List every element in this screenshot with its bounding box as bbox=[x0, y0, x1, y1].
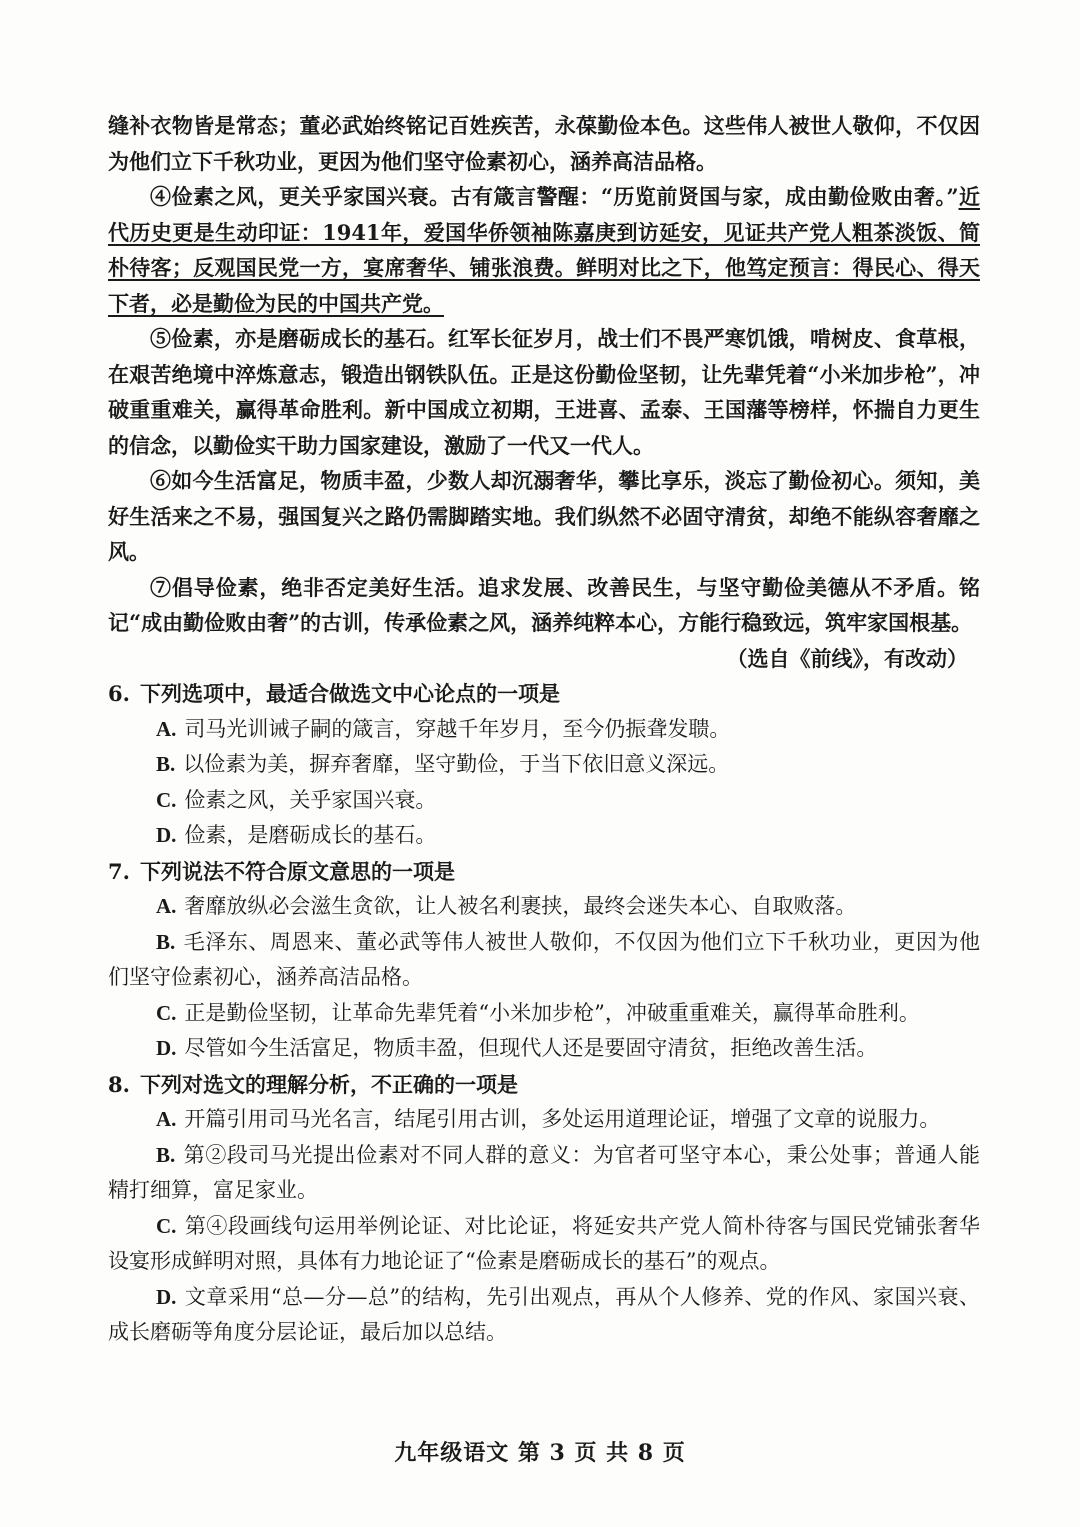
question-text: 下列对选文的理解分析，不正确的一项是 bbox=[140, 1071, 518, 1097]
option-letter: A. bbox=[156, 894, 177, 918]
question-8-option-a bbox=[108, 1102, 980, 1138]
paragraph-4-lead: ④俭素之风，更关乎家国兴衰。古有箴言警醒：“历览前贤国与家，成由勤俭败由奢。” bbox=[150, 184, 959, 209]
question-8-stem bbox=[108, 1067, 980, 1103]
passage-paragraph-7: ⑦倡导俭素，绝非否定美好生活。追求发展、改善民生，与坚守勤俭美德从不矛盾。铭记“成由勤俭败由奢”的古训，传承俭素之风，涵养纯粹本心，方能行稳致远，筑牢家国根基。 bbox=[108, 574, 980, 635]
option-letter: C. bbox=[156, 1213, 177, 1238]
page-footer: 九年级语文 第 3 页 共 8 页 bbox=[394, 1440, 686, 1466]
question-7-stem bbox=[108, 854, 980, 890]
option-letter: B. bbox=[156, 929, 176, 954]
question-6-stem bbox=[108, 676, 980, 712]
option-letter: C. bbox=[156, 787, 177, 812]
option-text: 俭素之风，关乎家国兴衰。 bbox=[184, 787, 437, 812]
option-text: 第④段画线句运用举例论证、对比论证，将延安共产党人简朴待客与国民党铺张奢华设宴形成鲜明对照，具体有力地论证了“俭素是磨砺成长的基石”的观点。 bbox=[108, 1213, 980, 1273]
option-text: 第②段司马光提出俭素对不同人群的意义：为官者可坚守本心，秉公处事；普通人能精打细算，富足家业。 bbox=[108, 1142, 980, 1202]
question-6-option-d bbox=[108, 818, 980, 854]
question-number: 7. bbox=[108, 858, 130, 884]
option-letter: B. bbox=[156, 1142, 176, 1167]
option-letter: D. bbox=[156, 823, 177, 847]
question-8-option-d bbox=[108, 1280, 980, 1351]
passage-paragraph-6: ⑥如今生活富足，物质丰盈，少数人却沉溺奢华，攀比享乐，淡忘了勤俭初心。须知，美好生活来之不易，强国复兴之路仍需脚踏实地。我们纵然不必固守清贫，却绝不能纵容奢靡之风。 bbox=[108, 468, 980, 564]
option-text: 奢靡放纵必会滋生贪欲，让人被名利裹挟，最终会迷失本心、自取败落。 bbox=[184, 894, 857, 918]
passage-paragraph-3-tail: 缝补衣物皆是常态；董必武始终铭记百姓疾苦，永葆勤俭本色。这些伟人被世人敬仰，不仅因为他们立下千秋功业，更因为他们坚守俭素初心，涵养高洁品格。 bbox=[108, 113, 980, 174]
option-text: 毛泽东、周恩来、董必武等伟人被世人敬仰，不仅因为他们立下千秋功业，更因为他们坚守俭素初心，涵养高洁品格。 bbox=[108, 929, 980, 989]
question-7-option-c bbox=[108, 996, 980, 1032]
option-text: 正是勤俭坚韧，让革命先辈凭着“小米加步枪”，冲破重重难关，赢得革命胜利。 bbox=[184, 1000, 920, 1025]
question-7-option-d bbox=[108, 1031, 980, 1067]
option-letter: A. bbox=[156, 716, 177, 741]
option-text: 文章采用“总—分—总”的结构，先引出观点，再从个人修养、党的作风、家国兴衰、成长磨砺等角度分层论证，最后加以总结。 bbox=[108, 1284, 980, 1344]
passage-paragraph-5: ⑤俭素，亦是磨砺成长的基石。红军长征岁月，战士们不畏严寒饥饿，啃树皮、食草根，在艰苦绝境中淬炼意志，锻造出钢铁队伍。正是这份勤俭坚韧，让先辈凭着“小米加步枪”，冲破重重难关，赢得革命胜利。新中国成立初期，王进喜、孟泰、王国藩等榜样，怀揣自力更生的信念，以勤俭实干助力国家建设，激励了一代又一代人。 bbox=[108, 326, 980, 458]
option-letter: A. bbox=[156, 1107, 177, 1131]
option-text: 俭素，是磨砺成长的基石。 bbox=[184, 823, 437, 847]
option-letter: D. bbox=[156, 1284, 177, 1309]
question-number: 6. bbox=[108, 681, 130, 706]
option-text: 尽管如今生活富足，物质丰盈，但现代人还是要固守清贫，拒绝改善生活。 bbox=[184, 1036, 878, 1060]
option-letter: B. bbox=[156, 752, 176, 776]
question-7-option-b bbox=[108, 925, 980, 996]
question-6-option-b bbox=[108, 747, 980, 783]
question-8-option-c bbox=[108, 1209, 980, 1280]
passage-source: （选自《前线》，有改动） bbox=[726, 645, 968, 671]
question-text: 下列选项中，最适合做选文中心论点的一项是 bbox=[140, 681, 560, 706]
question-7-option-a bbox=[108, 889, 980, 925]
option-text: 司马光训诫子嗣的箴言，穿越千年岁月，至今仍振聋发聩。 bbox=[184, 716, 731, 741]
option-text: 以俭素为美，摒弃奢靡，坚守勤俭，于当下依旧意义深远。 bbox=[183, 752, 730, 776]
option-letter: D. bbox=[156, 1036, 177, 1060]
question-6-option-c bbox=[108, 783, 980, 819]
underlined-sentence: 近代历史更是生动印证：1941年，爱国华侨领袖陈嘉庚到访延安，见证共产党人粗茶淡饭、简朴待客；反观国民党一方，宴席奢华、铺张浪费。鲜明对比之下，他笃定预言：得民心、得天下者，必是勤俭为民的中国共产党。 bbox=[108, 184, 981, 316]
page-content bbox=[108, 108, 980, 1351]
question-6-option-a bbox=[108, 712, 980, 748]
option-letter: C. bbox=[156, 1000, 177, 1025]
question-number: 8. bbox=[108, 1071, 130, 1097]
question-text: 下列说法不符合原文意思的一项是 bbox=[140, 858, 455, 884]
question-8-option-b bbox=[108, 1138, 980, 1209]
option-text: 开篇引用司马光名言，结尾引用古训，多处运用道理论证，增强了文章的说服力。 bbox=[184, 1107, 941, 1131]
passage-paragraph-4 bbox=[108, 179, 980, 321]
